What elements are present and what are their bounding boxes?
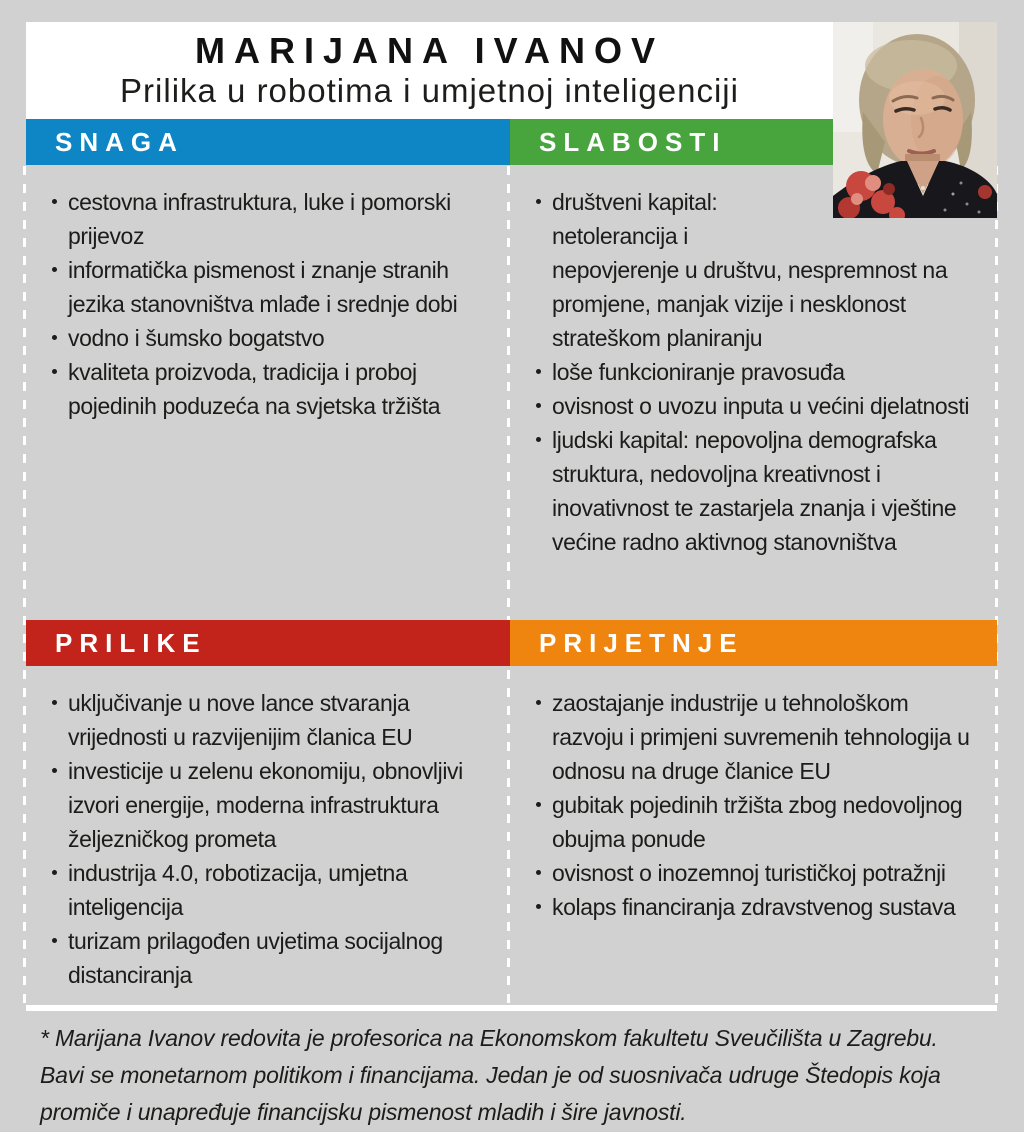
bottom-divider <box>26 1005 997 1011</box>
strengths-list <box>26 165 510 423</box>
band-threats-label: PRIJETNJE <box>539 627 744 658</box>
quadrant-threats <box>510 666 997 1005</box>
swot-item: investicije u zelenu ekonomiju, obnovljivi izvori energije, moderna infrastruktura željezničkog prometa <box>26 754 498 856</box>
weaknesses-list <box>510 165 997 559</box>
band-weaknesses-label: SLABOSTI <box>539 126 727 157</box>
footnote: * Marijana Ivanov redovita je profesorica na Ekonomskom fakultetu Sveučilišta u Zagrebu. Bavi se monetarnom politikom i financijama. Jedan je od suosnivača udruge Štedopis koja promiče i unapređuje financijsku pismenost mladih i šire javnosti. <box>40 1025 941 1125</box>
portrait-photo <box>833 22 997 218</box>
swot-item: informatička pismenost i znanje stranih jezika stanovništva mlađe i srednje dobi <box>26 253 498 321</box>
page-subtitle: Prilika u robotima i umjetnoj inteligenciji <box>120 72 739 110</box>
opportunities-list <box>26 666 510 992</box>
band-strengths-label: SNAGA <box>55 126 184 157</box>
page-title: MARIJANA IVANOV <box>194 29 665 71</box>
swot-item: loše funkcioniranje pravosuđa <box>510 355 985 389</box>
band-opportunities <box>26 620 510 666</box>
band-opportunities-label: PRILIKE <box>55 627 207 658</box>
header <box>26 22 833 119</box>
swot-item: vodno i šumsko bogatstvo <box>26 321 498 355</box>
swot-item: uključivanje u nove lance stvaranja vrijednosti u razvijenijim članica EU <box>26 686 498 754</box>
swot-item: turizam prilagođen uvjetima socijalnog distanciranja <box>26 924 498 992</box>
quadrant-weaknesses <box>510 165 997 620</box>
swot-item: zaostajanje industrije u tehnološkom razvoju i primjeni suvremenih tehnologija u odnosu na druge članice EU <box>510 686 985 788</box>
swot-item: kolaps financiranja zdravstvenog sustava <box>510 890 985 924</box>
swot-item: društveni kapital: netolerancija i nepovjerenje u društvu, nespremnost na promjene, manjak vizije i nesklonost strateškom planiranju <box>510 185 985 355</box>
band-strengths <box>26 119 510 165</box>
swot-item: ljudski kapital: nepovoljna demografska struktura, nedovoljna kreativnost i inovativnost te zastarjela znanja i vještine većine radno aktivnog stanovništva <box>510 423 985 559</box>
swot-item: ovisnost o uvozu inputa u većini djelatnosti <box>510 389 985 423</box>
quadrant-strengths <box>26 165 510 620</box>
swot-item: gubitak pojedinih tržišta zbog nedovoljnog obujma ponude <box>510 788 985 856</box>
quadrant-opportunities <box>26 666 510 1005</box>
swot-item: ovisnost o inozemnoj turističkoj potražnji <box>510 856 985 890</box>
band-threats <box>510 620 997 666</box>
swot-item: industrija 4.0, robotizacija, umjetna inteligencija <box>26 856 498 924</box>
swot-item: cestovna infrastruktura, luke i pomorski prijevoz <box>26 185 498 253</box>
swot-item: kvaliteta proizvoda, tradicija i proboj pojedinih poduzeća na svjetska tržišta <box>26 355 498 423</box>
threats-list <box>510 666 997 924</box>
